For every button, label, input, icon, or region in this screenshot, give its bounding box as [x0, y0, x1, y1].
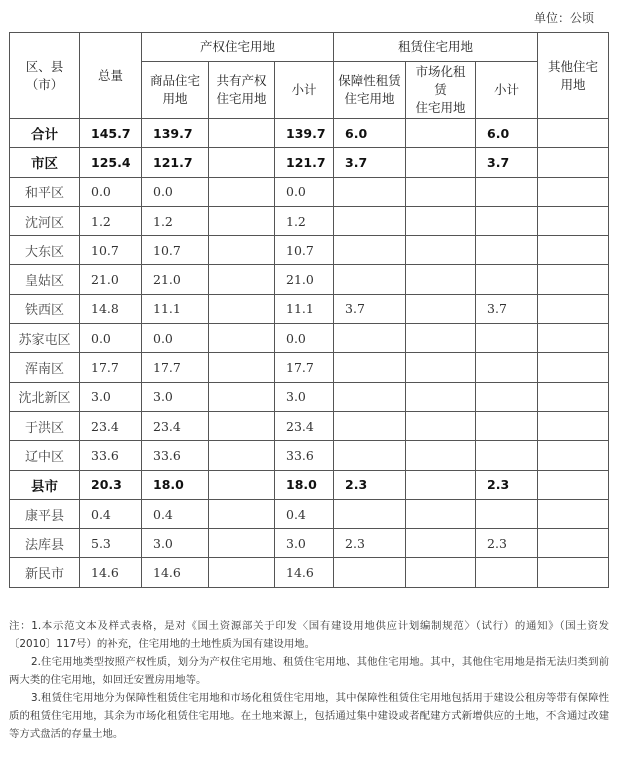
- district-name-cell: 法库县: [10, 529, 80, 558]
- rental-subtotal-cell: [476, 177, 538, 206]
- commercial-cell: 3.0: [142, 382, 209, 411]
- property-subtotal-cell: 21.0: [275, 265, 334, 294]
- note-2: 2.住宅用地类型按照产权性质，划分为产权住宅用地、租赁住宅用地、其他住宅用地。其中，其他住宅用地是指无法归类到前两大类的住宅用地，如回迁安置房用地等。: [9, 656, 609, 686]
- market-cell: [406, 470, 476, 499]
- commercial-cell: 139.7: [142, 119, 209, 148]
- affordable-cell: [334, 265, 406, 294]
- other-cell: [538, 353, 609, 382]
- commercial-cell: 23.4: [142, 411, 209, 440]
- rental-subtotal-cell: [476, 265, 538, 294]
- commercial-cell: 21.0: [142, 265, 209, 294]
- table-row: [10, 441, 609, 470]
- rental-subtotal-cell: [476, 499, 538, 528]
- affordable-cell: [334, 558, 406, 587]
- affordable-cell: 2.3: [334, 470, 406, 499]
- district-name-cell: 大东区: [10, 236, 80, 265]
- other-cell: [538, 499, 609, 528]
- affordable-cell: 3.7: [334, 148, 406, 177]
- rental-subtotal-cell: [476, 558, 538, 587]
- affordable-cell: 3.7: [334, 294, 406, 323]
- other-cell: [538, 148, 609, 177]
- affordable-cell: [334, 411, 406, 440]
- other-cell: [538, 324, 609, 353]
- property-subtotal-cell: 23.4: [275, 411, 334, 440]
- affordable-cell: [334, 499, 406, 528]
- total-cell: 3.0: [80, 382, 142, 411]
- affordable-cell: [334, 382, 406, 411]
- district-name-cell: 市区: [10, 148, 80, 177]
- shared-cell: [209, 265, 275, 294]
- commercial-cell: 10.7: [142, 236, 209, 265]
- district-name-cell: 康平县: [10, 499, 80, 528]
- property-subtotal-cell: 3.0: [275, 529, 334, 558]
- district-name-cell: 新民市: [10, 558, 80, 587]
- property-subtotal-cell: 18.0: [275, 470, 334, 499]
- commercial-cell: 11.1: [142, 294, 209, 323]
- property-subtotal-cell: 1.2: [275, 206, 334, 235]
- market-cell: [406, 177, 476, 206]
- rental-subtotal-cell: [476, 353, 538, 382]
- shared-cell: [209, 324, 275, 353]
- shared-cell: [209, 470, 275, 499]
- market-header: 市场化租赁 住宅用地: [406, 62, 476, 119]
- market-cell: [406, 411, 476, 440]
- commercial-cell: 121.7: [142, 148, 209, 177]
- other-header: 其他住宅 用地: [538, 33, 609, 119]
- market-cell: [406, 206, 476, 235]
- market-cell: [406, 148, 476, 177]
- market-cell: [406, 324, 476, 353]
- rental-subtotal-cell: [476, 441, 538, 470]
- affordable-cell: [334, 206, 406, 235]
- table-row: [10, 236, 609, 265]
- total-cell: 21.0: [80, 265, 142, 294]
- property-subtotal-cell: 0.0: [275, 324, 334, 353]
- table-row: [10, 177, 609, 206]
- shared-cell: [209, 499, 275, 528]
- rental-subtotal-cell: 6.0: [476, 119, 538, 148]
- district-name-cell: 沈北新区: [10, 382, 80, 411]
- total-cell: 1.2: [80, 206, 142, 235]
- market-cell: [406, 499, 476, 528]
- table-row: [10, 411, 609, 440]
- other-cell: [538, 177, 609, 206]
- market-cell: [406, 294, 476, 323]
- property-subtotal-cell: 139.7: [275, 119, 334, 148]
- total-cell: 5.3: [80, 529, 142, 558]
- table-row: [10, 470, 609, 499]
- shared-cell: [209, 441, 275, 470]
- district-header: 区、县 （市）: [10, 33, 80, 119]
- table-row: [10, 382, 609, 411]
- rental-subtotal-cell: 2.3: [476, 470, 538, 499]
- property-subtotal-header: 小计: [275, 62, 334, 119]
- property-subtotal-cell: 121.7: [275, 148, 334, 177]
- district-name-cell: 辽中区: [10, 441, 80, 470]
- other-cell: [538, 558, 609, 587]
- footnotes: [9, 617, 609, 743]
- affordable-cell: [334, 324, 406, 353]
- district-name-cell: 于洪区: [10, 411, 80, 440]
- district-name-cell: 浑南区: [10, 353, 80, 382]
- property-group-header: 产权住宅用地: [142, 33, 334, 62]
- commercial-cell: 18.0: [142, 470, 209, 499]
- total-cell: 20.3: [80, 470, 142, 499]
- commercial-cell: 0.4: [142, 499, 209, 528]
- other-cell: [538, 441, 609, 470]
- property-subtotal-cell: 0.4: [275, 499, 334, 528]
- shared-cell: [209, 177, 275, 206]
- rental-subtotal-cell: 3.7: [476, 294, 538, 323]
- table-row: [10, 294, 609, 323]
- rental-subtotal-cell: [476, 382, 538, 411]
- market-cell: [406, 353, 476, 382]
- market-cell: [406, 382, 476, 411]
- district-name-cell: 铁西区: [10, 294, 80, 323]
- commercial-cell: 1.2: [142, 206, 209, 235]
- market-cell: [406, 558, 476, 587]
- district-name-cell: 苏家屯区: [10, 324, 80, 353]
- unit-label: 单位：公顷: [533, 11, 594, 25]
- rental-subtotal-cell: [476, 324, 538, 353]
- commercial-cell: 0.0: [142, 177, 209, 206]
- shared-cell: [209, 294, 275, 323]
- note-3: 3.租赁住宅用地分为保障性租赁住宅用地和市场化租赁住宅用地，其中保障性租赁住宅用地包括用于建设公租房等带有保障性质的租赁住宅用地，其余为市场化租赁住宅用地。在土地来源上，包括通过集中建设或者配建方式新增供应的土地，不含通过改建等方式盘活的存量土地。: [9, 692, 609, 740]
- total-cell: 33.6: [80, 441, 142, 470]
- commercial-cell: 14.6: [142, 558, 209, 587]
- commercial-cell: 3.0: [142, 529, 209, 558]
- commercial-header: 商品住宅 用地: [142, 62, 209, 119]
- total-cell: 14.8: [80, 294, 142, 323]
- other-cell: [538, 411, 609, 440]
- shared-cell: [209, 558, 275, 587]
- affordable-cell: 6.0: [334, 119, 406, 148]
- shared-cell: [209, 382, 275, 411]
- shared-cell: [209, 148, 275, 177]
- market-cell: [406, 441, 476, 470]
- district-name-cell: 和平区: [10, 177, 80, 206]
- table-row: [10, 119, 609, 148]
- shared-header: 共有产权 住宅用地: [209, 62, 275, 119]
- other-cell: [538, 265, 609, 294]
- total-cell: 145.7: [80, 119, 142, 148]
- property-subtotal-cell: 0.0: [275, 177, 334, 206]
- table-row: [10, 499, 609, 528]
- note-1: 注：1.本示范文本及样式表格，是对《国土资源部关于印发〈国有建设用地供应计划编制规范〉（试行）的通知》（国土资发〔2010〕117号）的补充，住宅用地的土地性质为国有建设用地。: [9, 620, 609, 650]
- property-subtotal-cell: 33.6: [275, 441, 334, 470]
- other-cell: [538, 294, 609, 323]
- property-subtotal-cell: 3.0: [275, 382, 334, 411]
- affordable-cell: [334, 236, 406, 265]
- affordable-header: 保障性租赁 住宅用地: [334, 62, 406, 119]
- district-name-cell: 合计: [10, 119, 80, 148]
- total-cell: 0.4: [80, 499, 142, 528]
- property-subtotal-cell: 11.1: [275, 294, 334, 323]
- rental-subtotal-header: 小计: [476, 62, 538, 119]
- other-cell: [538, 470, 609, 499]
- total-cell: 125.4: [80, 148, 142, 177]
- district-name-cell: 县市: [10, 470, 80, 499]
- table-row: [10, 558, 609, 587]
- market-cell: [406, 529, 476, 558]
- shared-cell: [209, 206, 275, 235]
- property-subtotal-cell: 17.7: [275, 353, 334, 382]
- residential-land-table: [9, 32, 609, 588]
- property-subtotal-cell: 14.6: [275, 558, 334, 587]
- shared-cell: [209, 353, 275, 382]
- total-cell: 17.7: [80, 353, 142, 382]
- table-row: [10, 324, 609, 353]
- table-row: [10, 529, 609, 558]
- rental-subtotal-cell: 2.3: [476, 529, 538, 558]
- other-cell: [538, 382, 609, 411]
- shared-cell: [209, 236, 275, 265]
- property-subtotal-cell: 10.7: [275, 236, 334, 265]
- table-row: [10, 265, 609, 294]
- commercial-cell: 33.6: [142, 441, 209, 470]
- affordable-cell: [334, 177, 406, 206]
- other-cell: [538, 236, 609, 265]
- affordable-cell: 2.3: [334, 529, 406, 558]
- affordable-cell: [334, 353, 406, 382]
- total-cell: 10.7: [80, 236, 142, 265]
- total-header: 总量: [80, 33, 142, 119]
- affordable-cell: [334, 441, 406, 470]
- district-name-cell: 沈河区: [10, 206, 80, 235]
- total-cell: 23.4: [80, 411, 142, 440]
- other-cell: [538, 206, 609, 235]
- total-cell: 0.0: [80, 324, 142, 353]
- table-row: [10, 148, 609, 177]
- market-cell: [406, 236, 476, 265]
- header-row-1: [10, 33, 609, 62]
- total-cell: 0.0: [80, 177, 142, 206]
- table-row: [10, 206, 609, 235]
- shared-cell: [209, 529, 275, 558]
- shared-cell: [209, 119, 275, 148]
- other-cell: [538, 529, 609, 558]
- market-cell: [406, 265, 476, 294]
- rental-subtotal-cell: [476, 206, 538, 235]
- market-cell: [406, 119, 476, 148]
- rental-group-header: 租赁住宅用地: [334, 33, 538, 62]
- commercial-cell: 17.7: [142, 353, 209, 382]
- table-row: [10, 353, 609, 382]
- rental-subtotal-cell: [476, 411, 538, 440]
- rental-subtotal-cell: 3.7: [476, 148, 538, 177]
- commercial-cell: 0.0: [142, 324, 209, 353]
- rental-subtotal-cell: [476, 236, 538, 265]
- district-name-cell: 皇姑区: [10, 265, 80, 294]
- shared-cell: [209, 411, 275, 440]
- other-cell: [538, 119, 609, 148]
- total-cell: 14.6: [80, 558, 142, 587]
